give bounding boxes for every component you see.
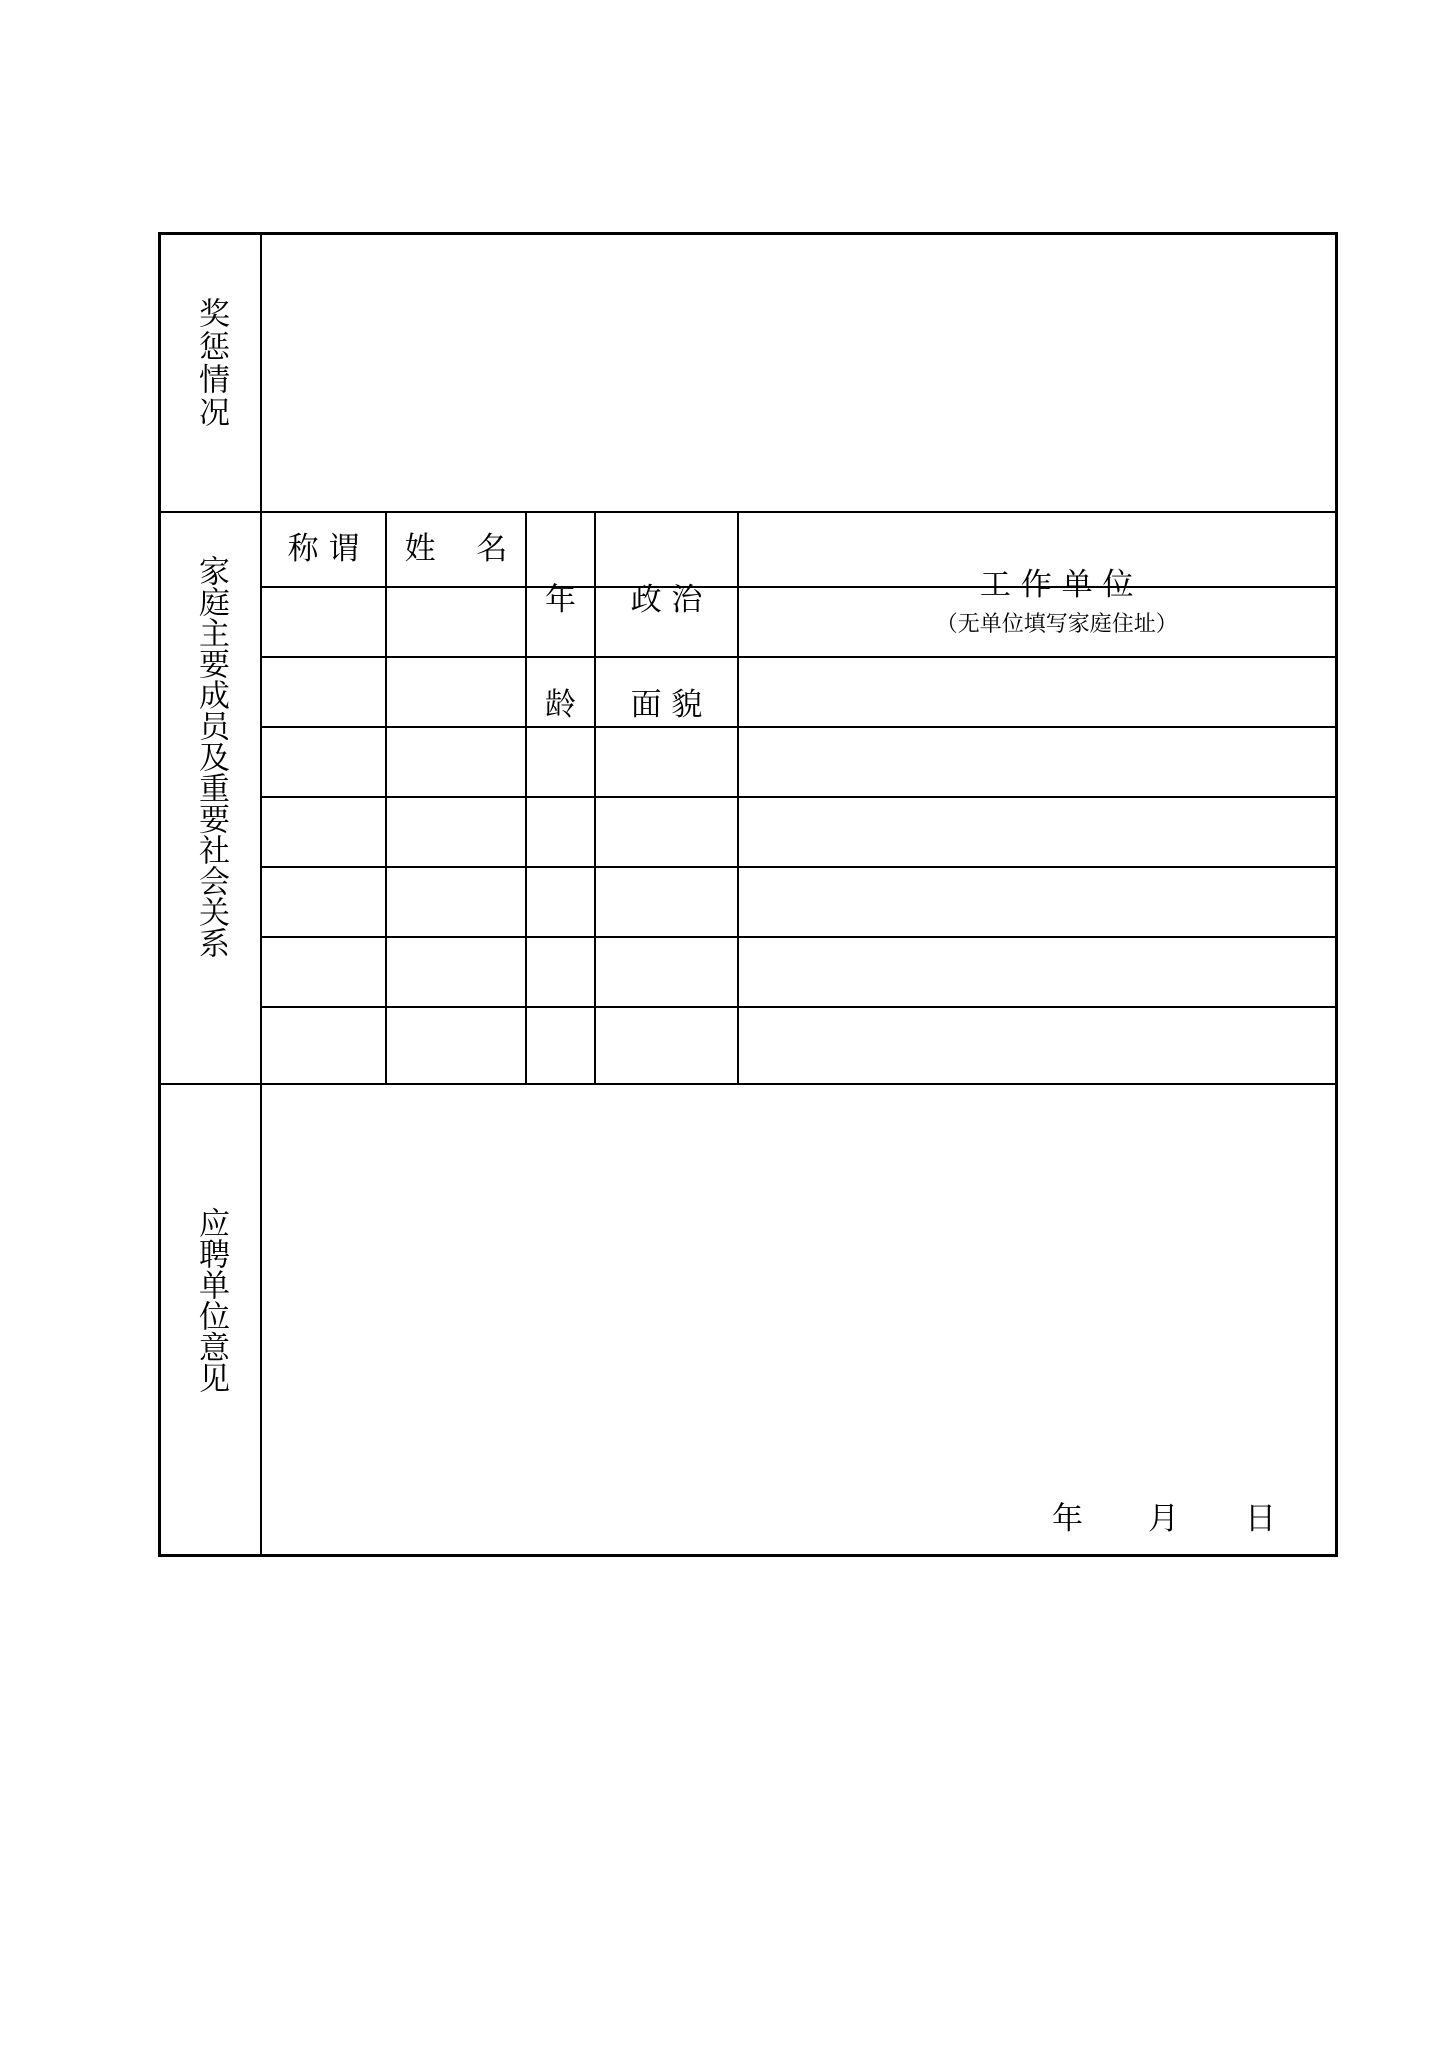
date-year: 年 <box>1052 1501 1083 1537</box>
awards-label-text: 奖惩情况 <box>193 297 229 429</box>
header-work-unit-text: 工 作 单 位 <box>979 567 1134 603</box>
family-cell-age[interactable] <box>527 658 594 726</box>
family-cell-work-unit[interactable] <box>739 588 1335 656</box>
family-cell-political[interactable] <box>596 798 737 866</box>
family-cell-work-unit[interactable] <box>739 938 1335 1006</box>
awards-content-field[interactable] <box>262 235 1335 511</box>
family-cell-name[interactable] <box>387 938 525 1006</box>
header-work-unit-note: （无单位填写家庭住址） <box>935 612 1178 637</box>
family-cell-relation[interactable] <box>262 798 385 866</box>
date-month: 月 <box>1148 1501 1179 1537</box>
family-cell-relation[interactable] <box>262 938 385 1006</box>
header-relation: 称 谓 <box>287 531 360 567</box>
application-form-table <box>158 232 1338 1557</box>
header-age-line1: 年 <box>545 582 576 618</box>
family-cell-age[interactable] <box>527 728 594 796</box>
family-cell-political[interactable] <box>596 1008 737 1076</box>
header-political-line2: 面 貌 <box>630 687 703 723</box>
family-cell-political[interactable] <box>596 938 737 1006</box>
opinion-label-text: 应聘单位意见 <box>193 1207 229 1393</box>
awards-section-label <box>191 297 231 429</box>
header-age-line2: 龄 <box>545 687 576 723</box>
family-cell-work-unit[interactable] <box>739 1008 1335 1076</box>
family-cell-relation[interactable] <box>262 868 385 936</box>
family-cell-work-unit[interactable] <box>739 868 1335 936</box>
family-cell-name[interactable] <box>387 588 525 656</box>
family-cell-work-unit[interactable] <box>739 728 1335 796</box>
family-cell-name[interactable] <box>387 868 525 936</box>
family-cell-political[interactable] <box>596 868 737 936</box>
family-section-label <box>191 555 231 958</box>
family-cell-age[interactable] <box>527 868 594 936</box>
date-day: 日 <box>1245 1501 1276 1537</box>
family-cell-political[interactable] <box>596 728 737 796</box>
divider-awards-family <box>161 511 1335 513</box>
family-cell-age[interactable] <box>527 938 594 1006</box>
family-cell-name[interactable] <box>387 728 525 796</box>
family-cell-work-unit[interactable] <box>739 798 1335 866</box>
family-cell-age[interactable] <box>527 588 594 656</box>
family-label-text: 家庭主要成员及重要社会关系 <box>193 555 229 958</box>
family-cell-work-unit[interactable] <box>739 658 1335 726</box>
family-cell-name[interactable] <box>387 798 525 866</box>
header-political-line1: 政 治 <box>630 582 703 618</box>
family-cell-age[interactable] <box>527 798 594 866</box>
family-cell-name[interactable] <box>387 658 525 726</box>
family-cell-name[interactable] <box>387 1008 525 1076</box>
family-cell-relation[interactable] <box>262 588 385 656</box>
family-cell-political[interactable] <box>596 658 737 726</box>
family-cell-relation[interactable] <box>262 728 385 796</box>
family-cell-political[interactable] <box>596 588 737 656</box>
family-cell-relation[interactable] <box>262 658 385 726</box>
family-cell-age[interactable] <box>527 1008 594 1076</box>
opinion-content-field[interactable] <box>262 1085 1335 1485</box>
opinion-section-label <box>191 1207 231 1393</box>
header-name: 姓 名 <box>404 531 508 567</box>
family-cell-relation[interactable] <box>262 1008 385 1076</box>
